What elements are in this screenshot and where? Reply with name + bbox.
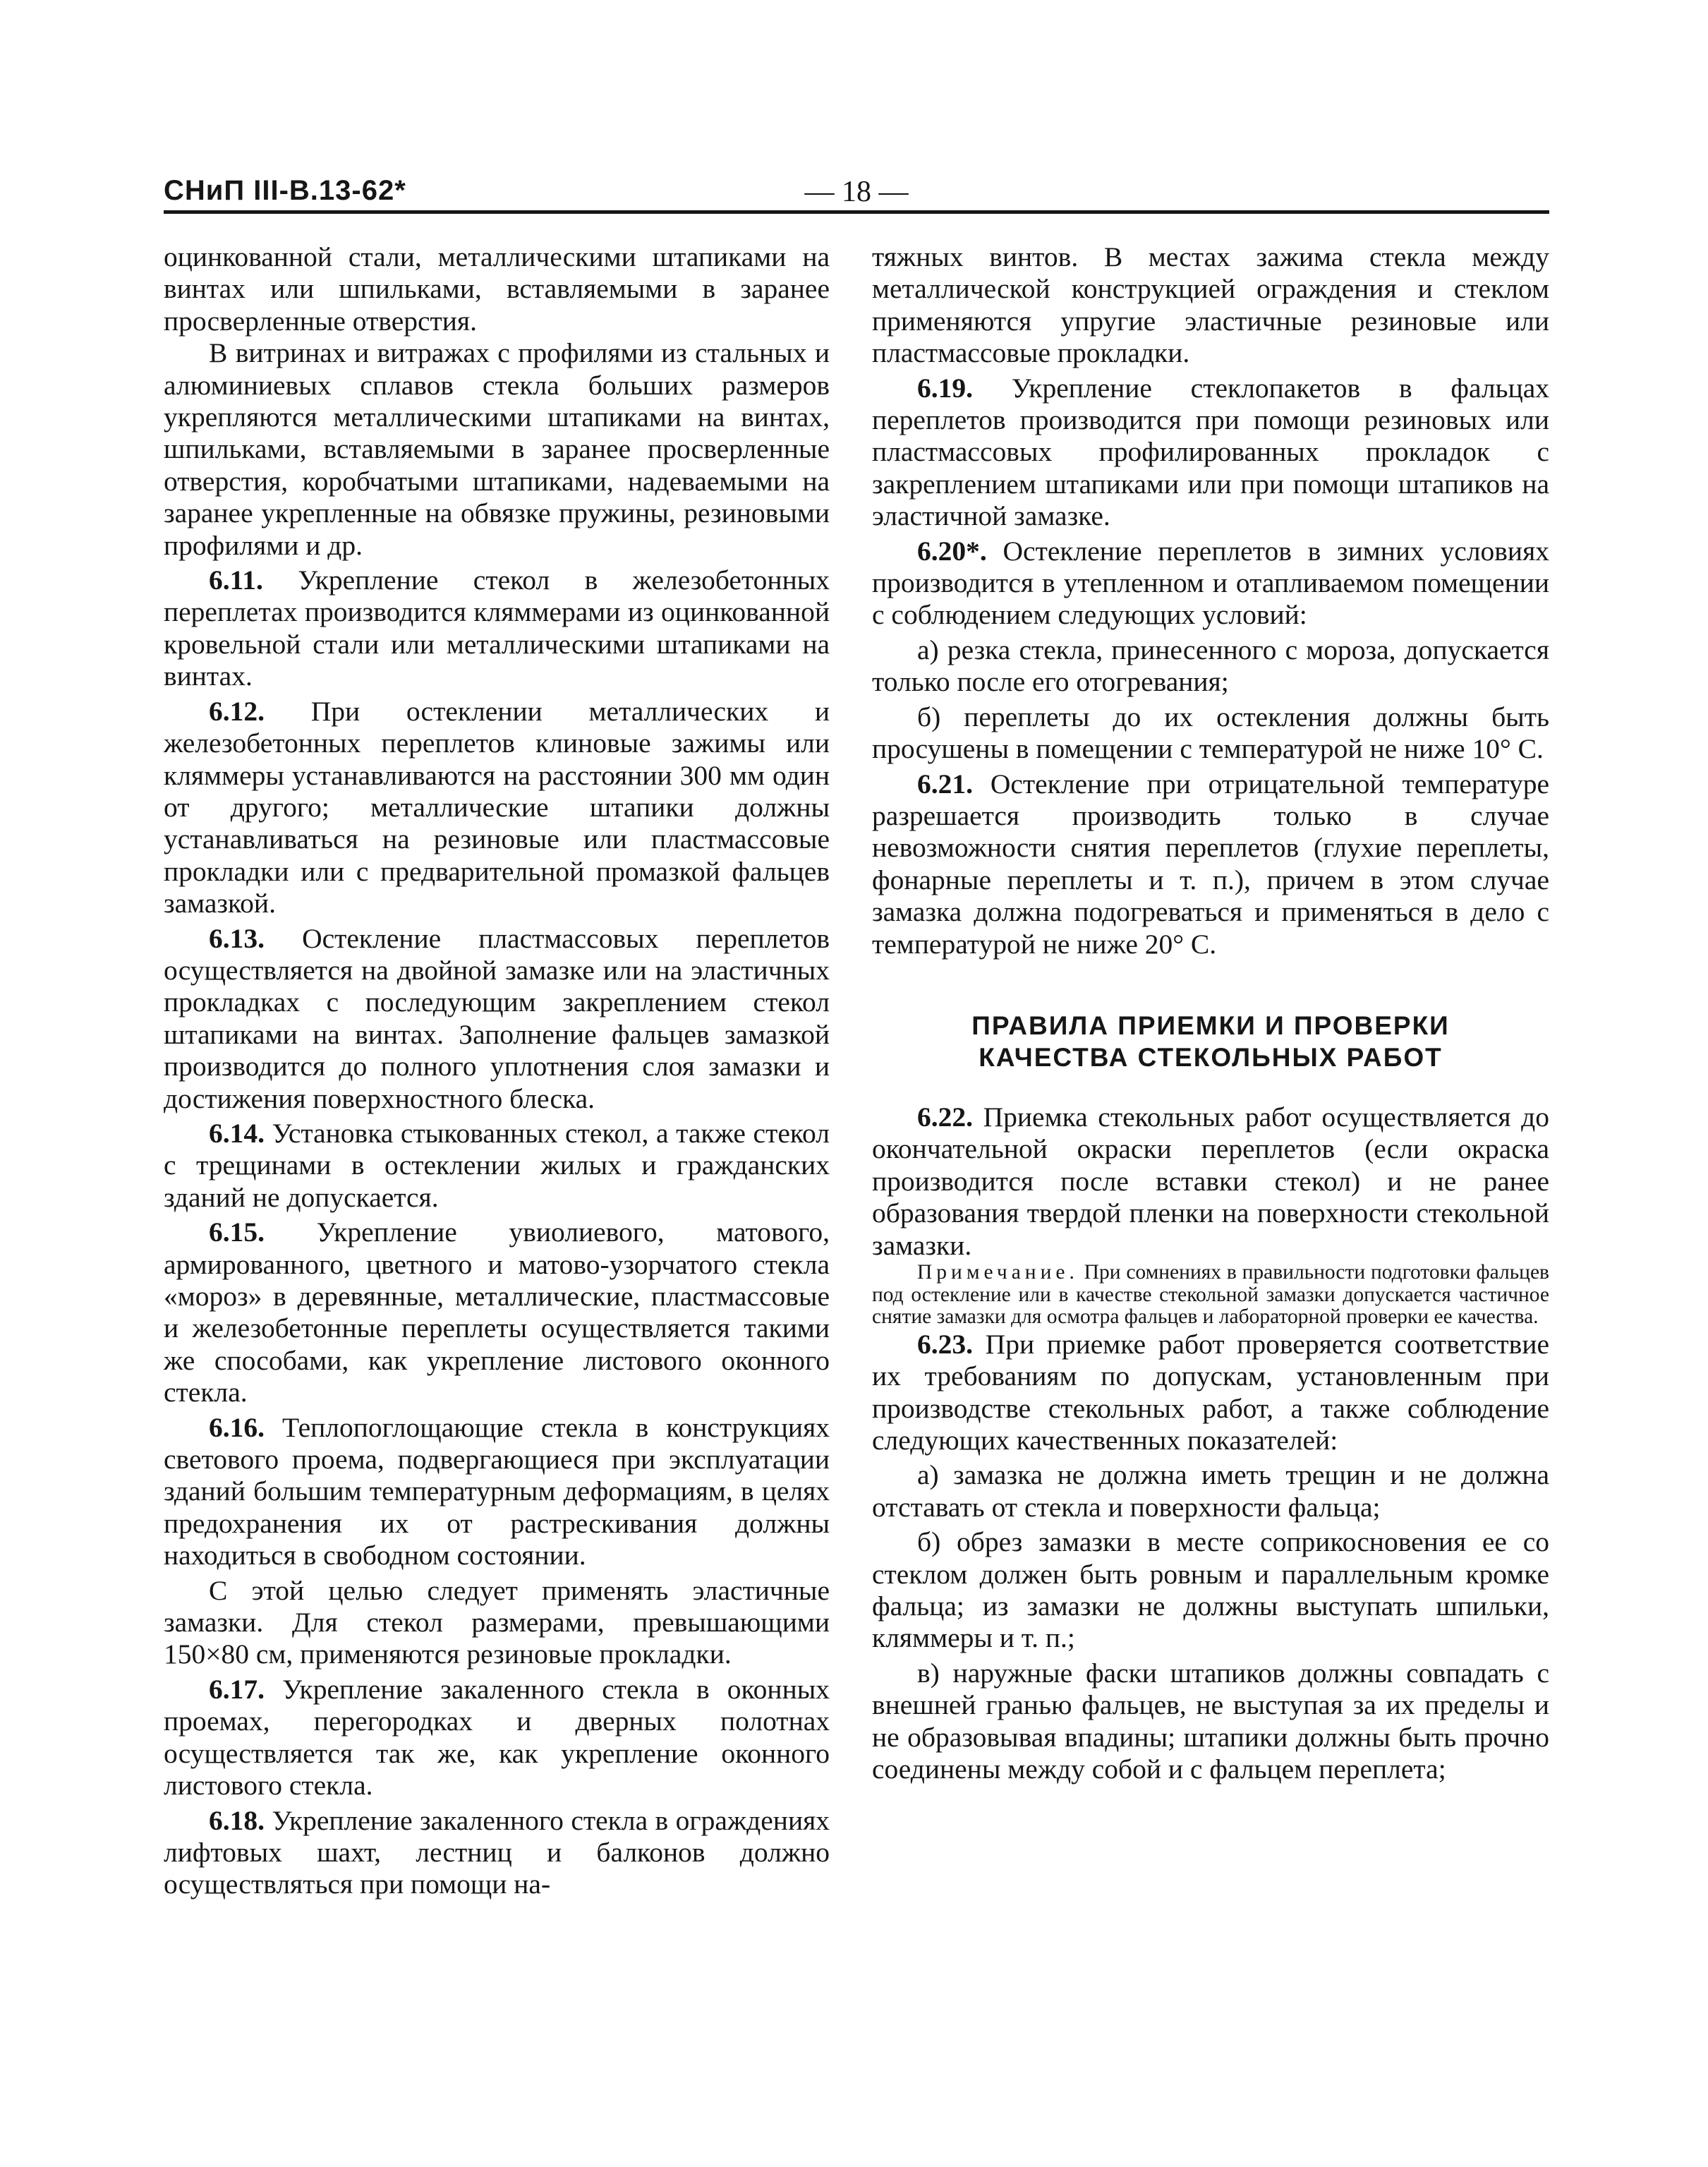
clause-6-23: 6.23. При приемке работ проверяется соответствие их требованиям по допускам, установленным при производстве стекольных работ, а также соблюдение следующих качественных показателей: [872,1328,1549,1456]
left-column [164,241,830,1901]
clause-6-18: 6.18. Укрепление закаленного стекла в ограждениях лифтовых шахт, лестниц и балконов должно осуществляться при помощи на- [164,1804,830,1900]
list-item: в) наружные фаски штапиков должны совпадать с внешней гранью фальцев, не выступая за их пределы и не образовывая впадины; штапики должны быть прочно соединены между собой и с фальцем переплета; [872,1657,1549,1785]
right-column [872,241,1549,1785]
clause-6-11: 6.11. Укрепление стекол в железобетонных переплетах производится кляммерами из оцинкованной кровельной стали или металлическими штапиками на винтах. [164,565,830,692]
clause-6-16: 6.16. Теплопоглощающие стекла в конструкциях светового проема, подвергающиеся при эксплуатации зданий большим температурным деформациям, в целях предохранения их от растрескивания должны находиться в свободном состоянии. [164,1411,830,1571]
clause-6-15: 6.15. Укрепление увиолиевого, матового, армированного, цветного и матово-узорчатого стекла «мороз» в деревянные, металлические, пластмассовые и железобетонные переплеты осуществляется такими же способами, как укрепление листового оконного стекла. [164,1217,830,1408]
list-item: а) резка стекла, принесенного с мороза, допускается только после его отогревания; [872,634,1549,698]
page-number: — 18 — [804,176,909,208]
clause-6-20: 6.20*. Остекление переплетов в зимних условиях производится в утепленном и отапливаемом помещении с соблюдением следующих условий: [872,535,1549,631]
clause-6-22: 6.22. Приемка стекольных работ осуществляется до окончательной окраски переплетов (если окраска производится после вставки стекол) и не ранее образования твердой пленки на поверхности стекольной замазки. [872,1101,1549,1261]
section-heading: ПРАВИЛА ПРИЕМКИ И ПРОВЕРКИ КАЧЕСТВА СТЕКОЛЬНЫХ РАБОТ [971,1010,1450,1072]
paragraph: В витринах и витражах с профилями из стальных и алюминиевых сплавов стекла больших размеров укрепляются металлическими штапиками на винтах, шпильками, вставляемыми в заранее просверленные отверстия, коробчатыми штапиками, надеваемыми на заранее укрепленные на обвязке пружины, резиновыми профилями и др. [164,337,830,561]
paragraph: оцинкованной стали, металлическими штапиками на винтах или шпильками, вставляемыми в заранее просверленные отверстия. [164,241,830,337]
clause-6-12: 6.12. При остеклении металлических и железобетонных переплетов клиновые зажимы или кляммеры устанавливаются на расстоянии 300 мм один от другого; металлические штапики должны устанавливаться на резиновые или пластмассовые прокладки или с предварительной промазкой фальцев замазкой. [164,695,830,919]
list-item: б) обрез замазки в месте соприкосновения ее со стеклом должен быть ровным и параллельным кромке фальца; из замазки не должны выступать шпильки, кляммеры и т. п.; [872,1526,1549,1654]
clause-6-13: 6.13. Остекление пластмассовых переплетов осуществляется на двойной замазке или на эластичных прокладках с последующим закреплением стекол штапиками на винтах. Заполнение фальцев замазкой производится до полного уплотнения слоя замазки и достижения поверхностного блеска. [164,922,830,1114]
clause-6-14: 6.14. Установка стыкованных стекол, а также стекол с трещинами в остеклении жилых и гражданских зданий не допускается. [164,1117,830,1213]
paragraph: тяжных винтов. В местах зажима стекла между металлической конструкцией ограждения и стеклом применяются упругие эластичные резиновые или пластмассовые прокладки. [872,241,1549,369]
clause-6-19: 6.19. Укрепление стеклопакетов в фальцах переплетов производится при помощи резиновых или пластмассовых профилированных прокладок с закреплением штапиками или при помощи штапиков на эластичной замазке. [872,372,1549,532]
clause-6-17: 6.17. Укрепление закаленного стекла в оконных проемах, перегородках и дверных полотнах осуществляется так же, как укрепление оконного листового стекла. [164,1673,830,1801]
note: Примечание. При сомнениях в правильности подготовки фальцев под остекление или в качестве стекольной замазки допускается частичное снятие замазки для осмотра фальцев и лабораторной проверки ее качества. [872,1260,1549,1329]
clause-6-21: 6.21. Остекление при отрицательной температуре разрешается производить только в случае невозможности снятия переплетов (глухие переплеты, фонарные переплеты и т. п.), причем в этом случае замазка должна подогреваться и применяться в дело с температурой не ниже 20° С. [872,768,1549,960]
list-item: а) замазка не должна иметь трещин и не должна отставать от стекла и поверхности фальца; [872,1459,1549,1523]
paragraph: С этой целью следует применять эластичные замазки. Для стекол размерами, превышающими 150×80 см, применяются резиновые прокладки. [164,1574,830,1670]
header-rule [164,210,1549,214]
list-item: б) переплеты до их остекления должны быть просушены в помещении с температурой не ниже 10° С. [872,701,1549,765]
document-code: СНиП III-В.13-62* [164,175,406,206]
